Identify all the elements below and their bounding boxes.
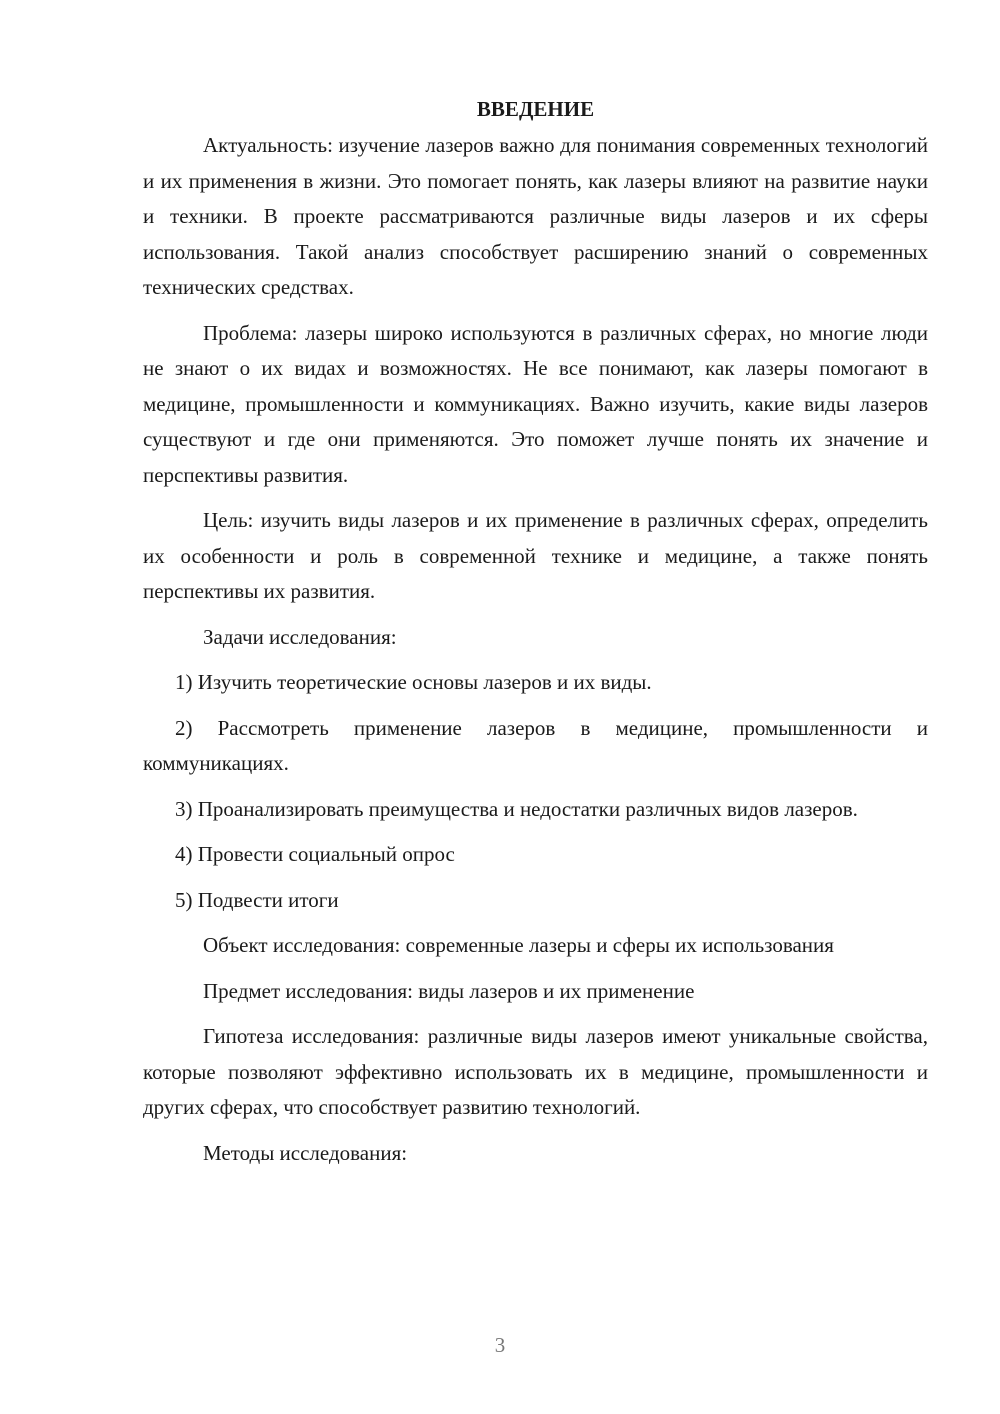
paragraph-hypothesis: Гипотеза исследования: различные виды лазеров имеют уникальные свойства, которые позволяют эффективно использовать их в медицине, промышленности и других сферах, что способствует развитию технологий. [143, 1024, 928, 1119]
page-number: 3 [494, 1333, 506, 1357]
paragraph-methods: Методы исследования: [203, 1140, 408, 1165]
task-item-1: 1) Изучить теоретические основы лазеров и их виды. [175, 670, 652, 694]
task-item-4: 4) Провести социальный опрос [175, 842, 455, 866]
paragraph-tasks-heading: Задачи исследования: [203, 624, 397, 649]
task-item-2: 2) Рассмотреть применение лазеров в медицине, промышленности и коммуникациях. [143, 715, 928, 775]
paragraph-relevance: Актуальность: изучение лазеров важно для понимания современных технологий и их применения в жизни. Это помогает понять, как лазеры влияют на развитие науки и техники. В проекте рассматриваются различные виды лазеров и их сферы использования. Такой анализ способствует расширению знаний о современных технических средствах. [143, 133, 928, 299]
task-item-5: 5) Подвести итоги [175, 887, 339, 912]
paragraph-goal: Цель: изучить виды лазеров и их применение в различных сферах, определить их особенности и роль в современной технике и медицине, а также понять перспективы их развития. [143, 508, 928, 603]
task-item-3: 3) Проанализировать преимущества и недостатки различных видов лазеров. [175, 796, 858, 821]
section-title: ВВЕДЕНИЕ [476, 97, 595, 121]
paragraph-object: Объект исследования: современные лазеры и сферы их использования [203, 933, 834, 957]
paragraph-problem: Проблема: лазеры широко используются в различных сферах, но многие люди не знают о их видах и возможностях. Не все понимают, как лазеры помогают в медицине, промышленности и коммуникациях. Важно изучить, какие виды лазеров существуют и где они применяются. Это поможет лучше понять их значение и перспективы развития. [143, 320, 928, 487]
page-content [143, 92, 928, 1181]
paragraph-subject: Предмет исследования: виды лазеров и их применение [203, 978, 695, 1003]
